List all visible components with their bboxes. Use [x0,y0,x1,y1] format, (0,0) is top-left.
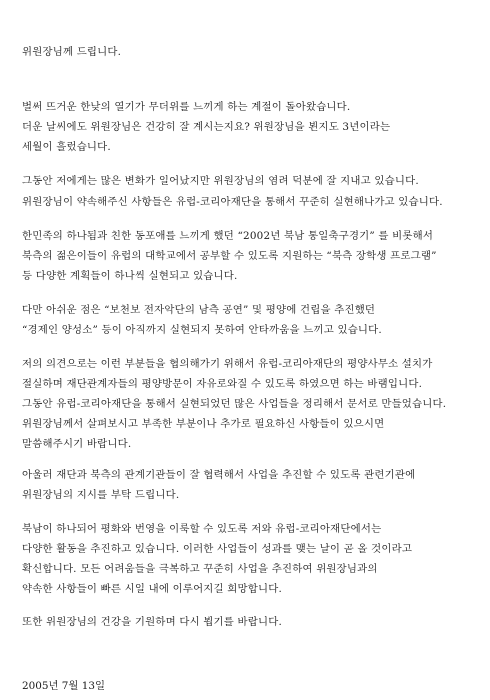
letter-line: 확신합니다. 모든 어려움들을 극복하고 꾸준히 사업을 추진하여 위원장님과의 [22,563,378,575]
letter-line: 북남이 하나되어 평화와 번영을 이룩할 수 있도록 저와 유럽-코리아재단에서는 [22,523,382,535]
letter-line: 한민족의 하나됨과 친한 동포애를 느끼게 했던 “2002년 북남 통일축구경기” 를 비롯해서 [22,230,434,242]
letter-line: 위원장님이 약속해주신 사항들은 유럽-코리아재단을 통해서 꾸준히 실현해나가고 있습니다. [22,196,443,208]
letter-line: 등 다양한 계획들이 하나씩 실현되고 있습니다. [22,270,238,282]
letter-line: 위원장님의 지시를 부탁 드립니다. [22,489,180,501]
letter-line: 그동안 유럽-코리아재단을 통해서 실현되었던 많은 사업들을 정리해서 문서로 만들었습니다. [22,398,447,410]
letter-line: “경제인 양성소” 등이 아직까지 실현되지 못하여 안타까움을 느끼고 있습니다. [22,324,382,336]
letter-line: 말씀해주시기 바랍니다. [22,438,132,450]
letter-date: 2005년 7월 13일 [22,680,105,692]
letter-line: 북측의 젊은이들이 유럽의 대학교에서 공부할 수 있도록 지원하는 “북측 장학생 프로그램” [22,250,437,262]
letter-line: 세월이 흘렀습니다. [22,141,111,153]
letter-line: 더운 날씨에도 위원장님은 건강히 잘 계시는지요? 위원장님을 뵌지도 3년이라는 [22,121,391,133]
letter-line: 위원장님께서 살펴보시고 부족한 부분이나 추가로 필요하신 사항들이 있으시면 [22,418,385,430]
letter-line: 벌써 뜨거운 한낮의 열기가 무더위를 느끼게 하는 계절이 돌아왔습니다. [22,101,351,113]
letter-line: 다만 아쉬운 점은 “보천보 전자악단의 남측 공연” 및 평양에 건립을 추진했던 [22,304,376,316]
letter-line: 또한 위원장님의 건강을 기원하며 다시 뵙기를 바랍니다. [22,616,282,628]
letter-line: 약속한 사항들이 빠른 시일 내에 이루어지길 희망합니다. [22,583,282,595]
letter-salutation: 위원장님께 드립니다. [22,46,122,58]
letter-line: 그동안 저에게는 많은 변화가 일어났지만 위원장님의 염려 덕분에 잘 지내고 있습니다. [22,175,419,187]
letter-line: 저의 의견으로는 이런 부분들을 협의해가기 위해서 유럽-코리아재단의 평양사무소 설치가 [22,358,433,370]
letter-line: 절실하며 재단관계자들의 평양방문이 자유로와질 수 있도록 하였으면 하는 바램입니다. [22,378,423,390]
letter-line: 다양한 활동을 추진하고 있습니다. 이러한 사업들이 성과를 맺는 날이 곧 올 것이라고 [22,543,413,555]
letter-line: 아울러 재단과 북측의 관계기관들이 잘 협력해서 사업을 추진할 수 있도록 관련기관에 [22,469,416,481]
